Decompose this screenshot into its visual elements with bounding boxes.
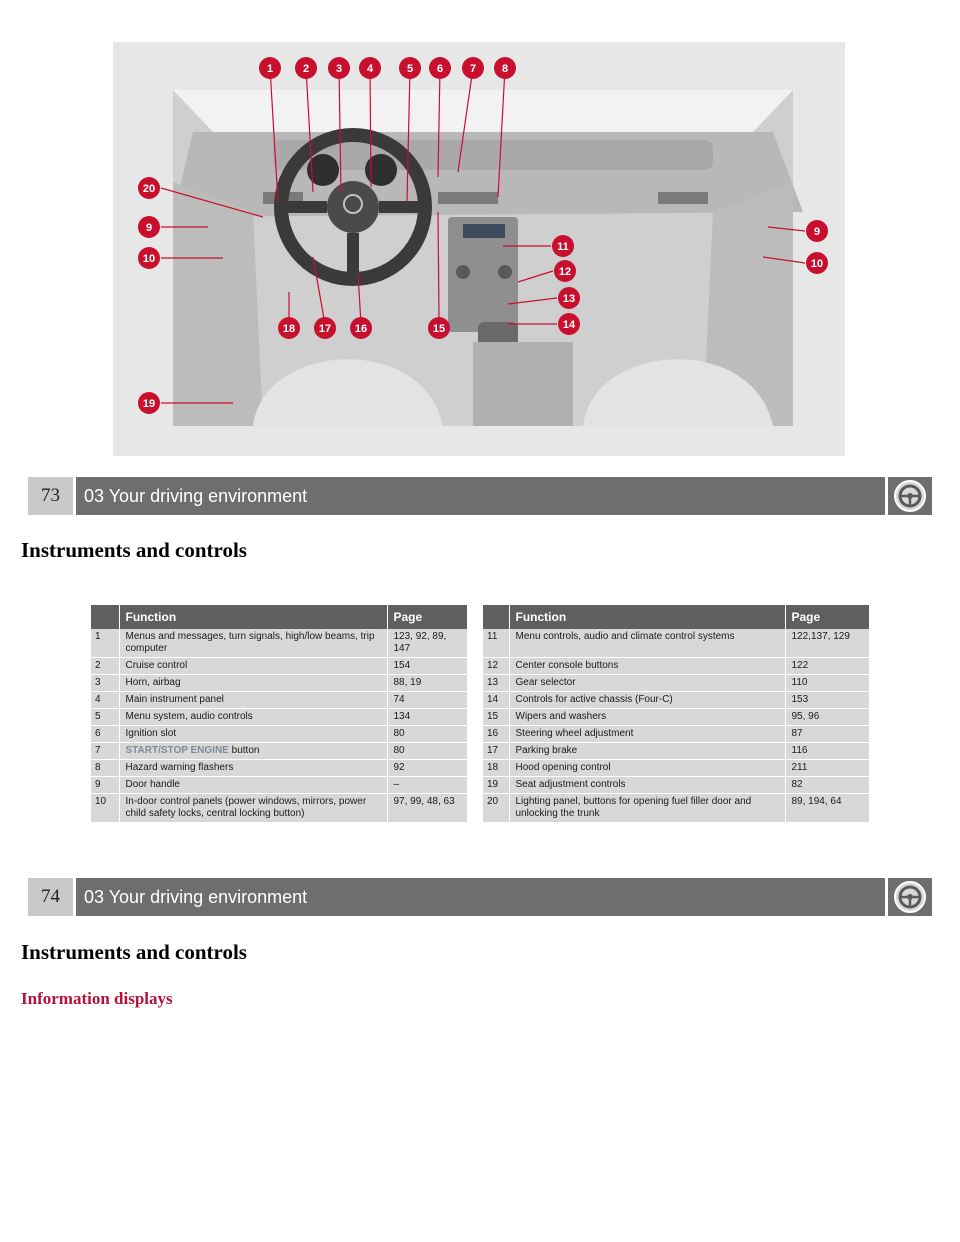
table-row: 4 Main instrument panel 74 14 Controls for active chassis (Four-C) 153	[91, 692, 869, 709]
table-row: 2 Cruise control 154 12 Center console buttons 122	[91, 658, 869, 675]
svg-text:8: 8	[501, 63, 509, 75]
svg-text:10: 10	[142, 253, 156, 265]
table-row: 7 START/STOP ENGINE button 80 17 Parking brake 116	[91, 743, 869, 760]
dashboard-figure	[113, 42, 845, 456]
svg-text:10: 10	[810, 258, 824, 270]
page-number: 73	[28, 477, 73, 515]
table-row: 3 Horn, airbag 88, 19 13 Gear selector 110	[91, 675, 869, 692]
chapter-title: 03 Your driving environment	[76, 477, 885, 515]
column-header-function: Function	[509, 605, 785, 629]
svg-text:9: 9	[813, 226, 821, 238]
page-heading: Instruments and controls	[21, 538, 247, 562]
svg-text:7: 7	[469, 63, 477, 75]
svg-text:11: 11	[557, 241, 569, 253]
table-row: 8 Hazard warning flashers 92 18 Hood opening control 211	[91, 760, 869, 777]
page-heading: Instruments and controls	[21, 940, 247, 964]
svg-text:15: 15	[432, 323, 446, 335]
svg-text:13: 13	[562, 293, 576, 305]
table-header-row	[91, 605, 869, 629]
svg-text:14: 14	[562, 319, 576, 331]
svg-text:6: 6	[436, 63, 444, 75]
steering-wheel-logo-icon	[888, 477, 932, 515]
table-row: 5 Menu system, audio controls 134 15 Wipers and washers 95, 96	[91, 709, 869, 726]
functions-table	[91, 605, 870, 823]
svg-text:4: 4	[366, 63, 374, 75]
svg-text:20: 20	[142, 183, 156, 195]
svg-text:5: 5	[406, 63, 414, 75]
page-number: 74	[28, 878, 73, 916]
column-header-page: Page	[785, 605, 869, 629]
start-stop-engine-label: START/STOP ENGINE	[125, 745, 229, 756]
svg-text:3: 3	[335, 63, 343, 75]
svg-text:16: 16	[354, 323, 368, 335]
svg-text:9: 9	[145, 222, 153, 234]
page-header-74	[28, 878, 932, 916]
column-header-page: Page	[387, 605, 467, 629]
svg-text:12: 12	[558, 266, 572, 278]
page-header-73	[28, 477, 932, 515]
chapter-title: 03 Your driving environment	[76, 878, 885, 916]
table-row: 9 Door handle – 19 Seat adjustment controls 82	[91, 777, 869, 794]
section-subheading: Information displays	[21, 989, 173, 1008]
svg-text:17: 17	[318, 323, 332, 335]
svg-text:1: 1	[266, 63, 274, 75]
svg-text:19: 19	[142, 398, 156, 410]
table-row: 10 In-door control panels (power windows, mirrors, power child safety locks, central locking button) 97, 99, 48, 63 20 Lighting panel, buttons for opening fuel filler door and unlocking the trunk 89, 194, 64	[91, 794, 869, 823]
svg-text:2: 2	[302, 63, 310, 75]
table-row: 6 Ignition slot 80 16 Steering wheel adjustment 87	[91, 726, 869, 743]
dashboard-illustration	[113, 42, 845, 456]
column-header-function: Function	[119, 605, 387, 629]
table-row: 1 Menus and messages, turn signals, high/low beams, trip computer 123, 92, 89, 147 11 Menu controls, audio and climate control systems 122,137, 129	[91, 629, 869, 658]
steering-wheel-logo-icon	[888, 878, 932, 916]
svg-text:18: 18	[282, 323, 296, 335]
